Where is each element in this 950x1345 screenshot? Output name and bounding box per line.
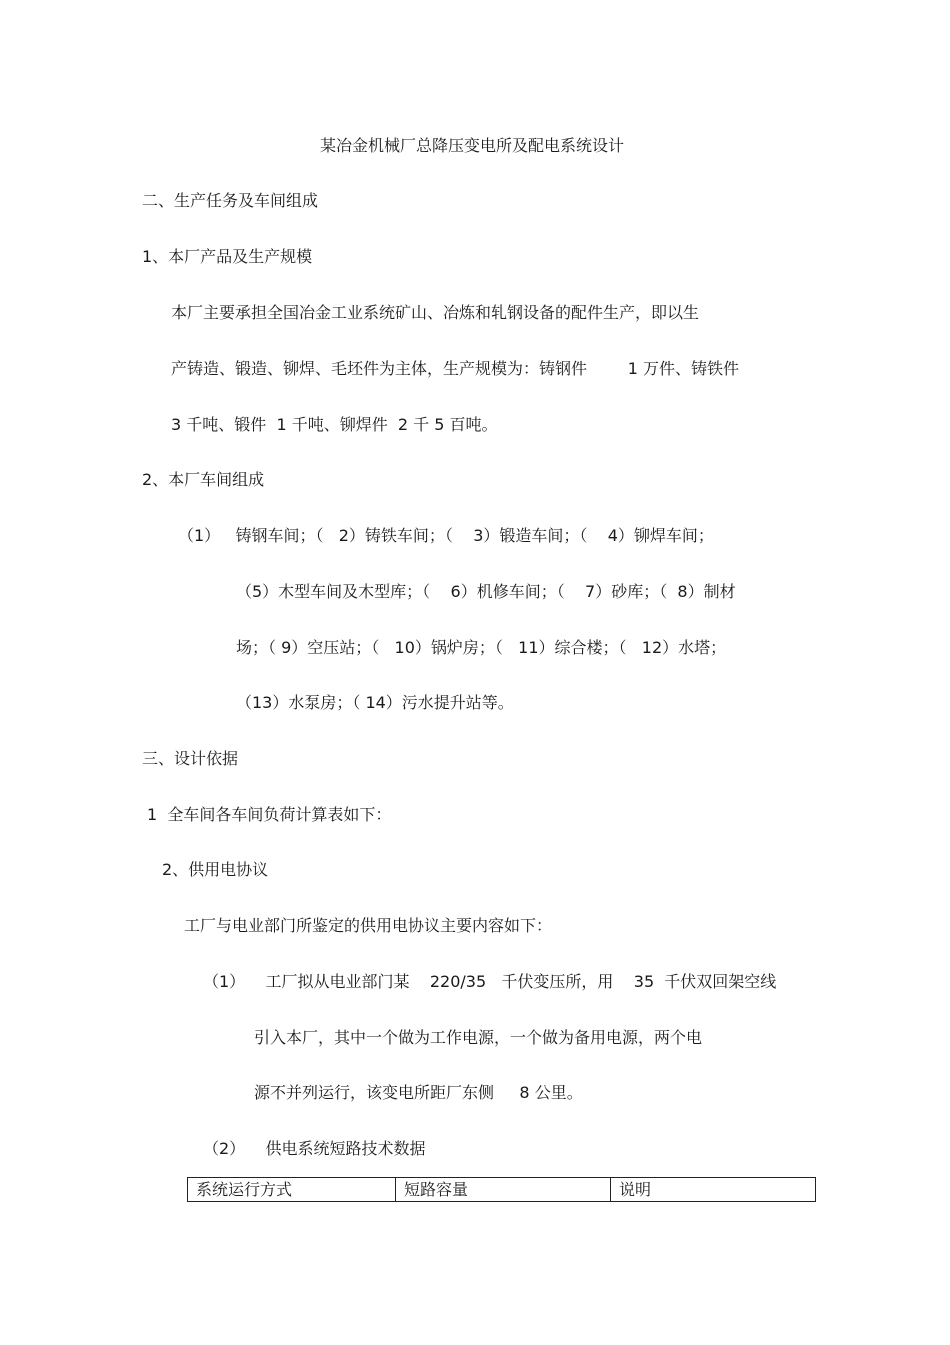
table-header-cell: 系统运行方式 (188, 1178, 396, 1202)
section-heading: 三、设计依据 (142, 749, 239, 768)
paragraph-line: 引入本厂，其中一个做为工作电源，一个做为备用电源，两个电 (254, 1028, 703, 1047)
list-line: 场；（ 9）空压站；（ 10）锅炉房；（ 11）综合楼；（ 12）水塔； (236, 638, 727, 657)
list-line: （13）水泵房；（ 14）污水提升站等。 (236, 693, 514, 712)
paragraph-line: （1） 工厂拟从电业部门某 220/35 千伏变压所，用 35 千伏双回架空线 (203, 972, 777, 991)
table-header-row (188, 1178, 816, 1202)
list-line: （5）木型车间及木型库；（ 6）机修车间；（ 7）砂库；（ 8）制材 (236, 582, 736, 601)
section-heading: 二、生产任务及车间组成 (142, 191, 319, 210)
paragraph-line: 源不并列运行，该变电所距厂东侧 8 公里。 (254, 1083, 583, 1102)
short-circuit-table (187, 1177, 816, 1202)
paragraph-line: （2） 供电系统短路技术数据 (203, 1139, 426, 1158)
item-line: 1 全车间各车间负荷计算表如下： (147, 805, 392, 824)
page-title: 某冶金机械厂总降压变电所及配电系统设计 (320, 136, 625, 155)
paragraph-line: 产铸造、锻造、铆焊、毛坯件为主体，生产规模为：铸钢件 1 万件、铸铁件 (171, 359, 739, 378)
list-line: （1） 铸钢车间；（ 2）铸铁车间；（ 3）锻造车间；（ 4）铆焊车间； (178, 526, 714, 545)
paragraph-line: 3 千吨、锻件 1 千吨、铆焊件 2 千 5 百吨。 (171, 415, 498, 434)
paragraph-line: 工厂与电业部门所鉴定的供用电协议主要内容如下： (184, 916, 553, 935)
table-header-cell: 短路容量 (396, 1178, 611, 1202)
paragraph-line: 本厂主要承担全国冶金工业系统矿山、冶炼和轧钢设备的配件生产，即以生 (171, 303, 700, 322)
table-header-cell: 说明 (611, 1178, 816, 1202)
subsection-heading: 2、本厂车间组成 (142, 470, 265, 489)
subsection-heading: 2、供用电协议 (162, 860, 269, 879)
subsection-heading: 1、本厂产品及生产规模 (142, 247, 313, 266)
